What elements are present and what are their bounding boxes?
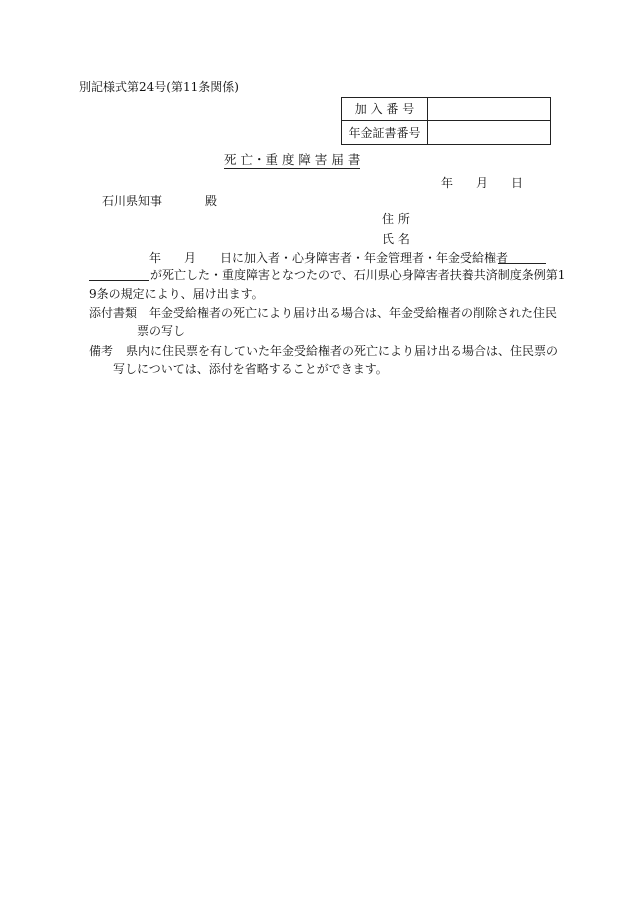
date-month-label: 月 [476,176,489,190]
remarks-text-line-2: 写しについては、添付を省略することができます。 [113,362,388,376]
date-year-label: 年 [441,176,454,190]
address-label: 住 所 [382,212,410,226]
addressee-honorific: 殿 [205,194,218,208]
attachments-text-line-1: 年金受給権者の死亡により届け出る場合は、年金受給権者の削除された住民 [149,306,558,320]
body-month-label: 月 [184,251,197,265]
enrollment-number-label: 加 入 番 号 [342,98,428,120]
deceased-name-blank-2[interactable] [89,269,149,281]
body-line-1: 日に加入者・心身障害者・年金管理者・年金受給権者 [220,251,509,265]
pension-certificate-number-row [342,121,550,144]
deceased-name-blank-1[interactable] [498,252,546,264]
body-line-3: 9条の規定により、届け出ます。 [89,287,264,301]
body-year-label: 年 [149,251,162,265]
enrollment-number-row [342,98,550,121]
remarks-text-line-1: 県内に住民票を有していた年金受給権者の死亡により届け出る場合は、住民票の [126,344,559,358]
numbers-table [341,97,551,145]
form-number-label: 別記様式第24号(第11条関係) [79,80,239,94]
attachments-label: 添付書類 [89,306,138,320]
enrollment-number-field[interactable] [428,98,550,120]
addressee-name: 石川県知事 [102,194,163,208]
attachments-text-line-2: 票の写し [137,324,186,338]
remarks-label: 備考 [89,344,114,358]
document-title: 死 亡・重 度 障 害 届 書 [224,152,361,167]
pension-certificate-number-field[interactable] [428,121,550,144]
body-line-2: が死亡した・重度障害となつたので、石川県心身障害者扶養共済制度条例第1 [150,268,566,282]
pension-certificate-number-label: 年金証書番号 [342,121,428,144]
name-label: 氏 名 [382,232,410,246]
date-day-label: 日 [511,176,524,190]
